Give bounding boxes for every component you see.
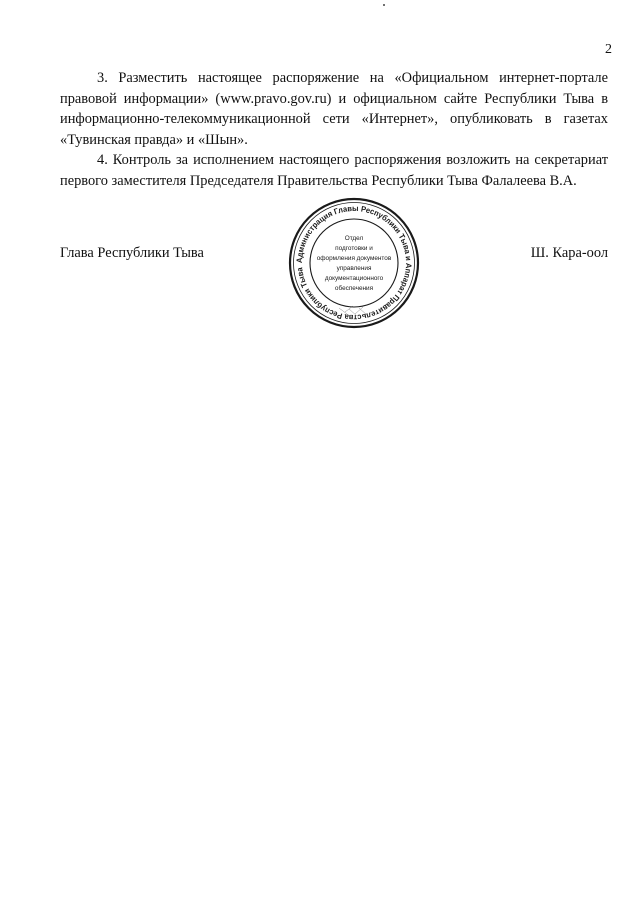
seal-center-line-4: управления xyxy=(336,265,372,272)
seal-center-line-1: Отдел xyxy=(344,235,364,242)
seal-center-line-6: обеспечения xyxy=(334,285,374,292)
document-body xyxy=(60,68,608,191)
paragraph-4: 4. Контроль за исполнением настоящего распоряжения возложить на секретариат первого заместителя Председателя Правительства Республики Тыва Фалалеева В.А. xyxy=(60,152,608,189)
seal-center-line-2: подготовки и xyxy=(335,245,373,252)
paragraph-3: 3. Разместить настоящее распоряжение на «Официальном интернет-портале правовой информации» (www.pravo.gov.ru) и официальном сайте Республики Тыва в информационно-телекоммуникационной сети «Интернет», опубликовать в газетах «Тувинская правда» и «Шын». xyxy=(60,70,608,148)
seal-center-line-3: оформления документов xyxy=(316,255,392,262)
seal-ring-text: Администрация Главы Республики Тыва и Аппарат Правительства Республики Тыва xyxy=(294,203,414,323)
page-number: 2 xyxy=(605,42,612,57)
scan-artifact xyxy=(383,4,385,6)
signatory-position: Глава Республики Тыва xyxy=(60,245,204,261)
official-seal xyxy=(287,196,421,330)
signatory-name: Ш. Кара-оол xyxy=(530,245,608,261)
seal-center-line-5: документационного xyxy=(324,275,384,282)
